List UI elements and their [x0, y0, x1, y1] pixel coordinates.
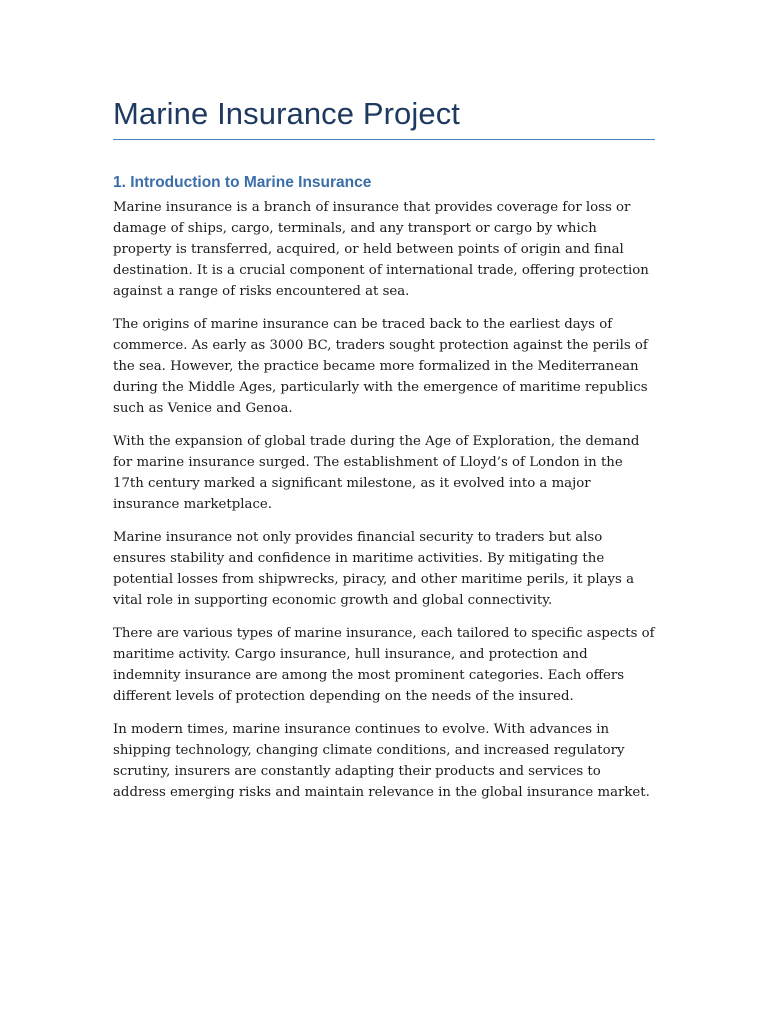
paragraph-3: With the expansion of global trade during the Age of Exploration, the demand for marine insurance surged. The establishment of Lloyd’s of London in the 17th century marked a significant milestone, as it evolved into a major insurance marketplace.: [113, 434, 640, 512]
paragraph-1: Marine insurance is a branch of insurance that provides coverage for loss or damage of ships, cargo, terminals, and any transport or cargo by which property is transferred, acquired, or held between points of origin and final destination. It is a crucial component of international trade, offering protection against a range of risks encountered at sea.: [113, 200, 649, 299]
document-title: Marine Insurance Project: [113, 96, 461, 131]
paragraph-6: In modern times, marine insurance continues to evolve. With advances in shipping technology, changing climate conditions, and increased regulatory scrutiny, insurers are constantly adapting their products and services to address emerging risks and maintain relevance in the global insurance market.: [113, 722, 650, 801]
paragraph-2: The origins of marine insurance can be traced back to the earliest days of commerce. As early as 3000 BC, traders sought protection against the perils of the sea. However, the practice became more formalized in the Mediterranean during the Middle Ages, particularly with the emergence of maritime republics such as Venice and Genoa.: [113, 317, 648, 416]
section-heading: 1. Introduction to Marine Insurance: [113, 174, 372, 191]
section-introduction: [113, 172, 655, 804]
paragraph-4: Marine insurance not only provides financial security to traders but also ensures stability and confidence in maritime activities. By mitigating the potential losses from shipwrecks, piracy, and other maritime perils, it plays a vital role in supporting economic growth and global connectivity.: [113, 530, 635, 608]
paragraph-5: There are various types of marine insurance, each tailored to specific aspects of maritime activity. Cargo insurance, hull insurance, and protection and indemnity insurance are among the most prominent categories. Each offers different levels of protection depending on the needs of the insured.: [113, 626, 655, 705]
title-divider: [113, 139, 655, 140]
document-content: [113, 92, 655, 817]
